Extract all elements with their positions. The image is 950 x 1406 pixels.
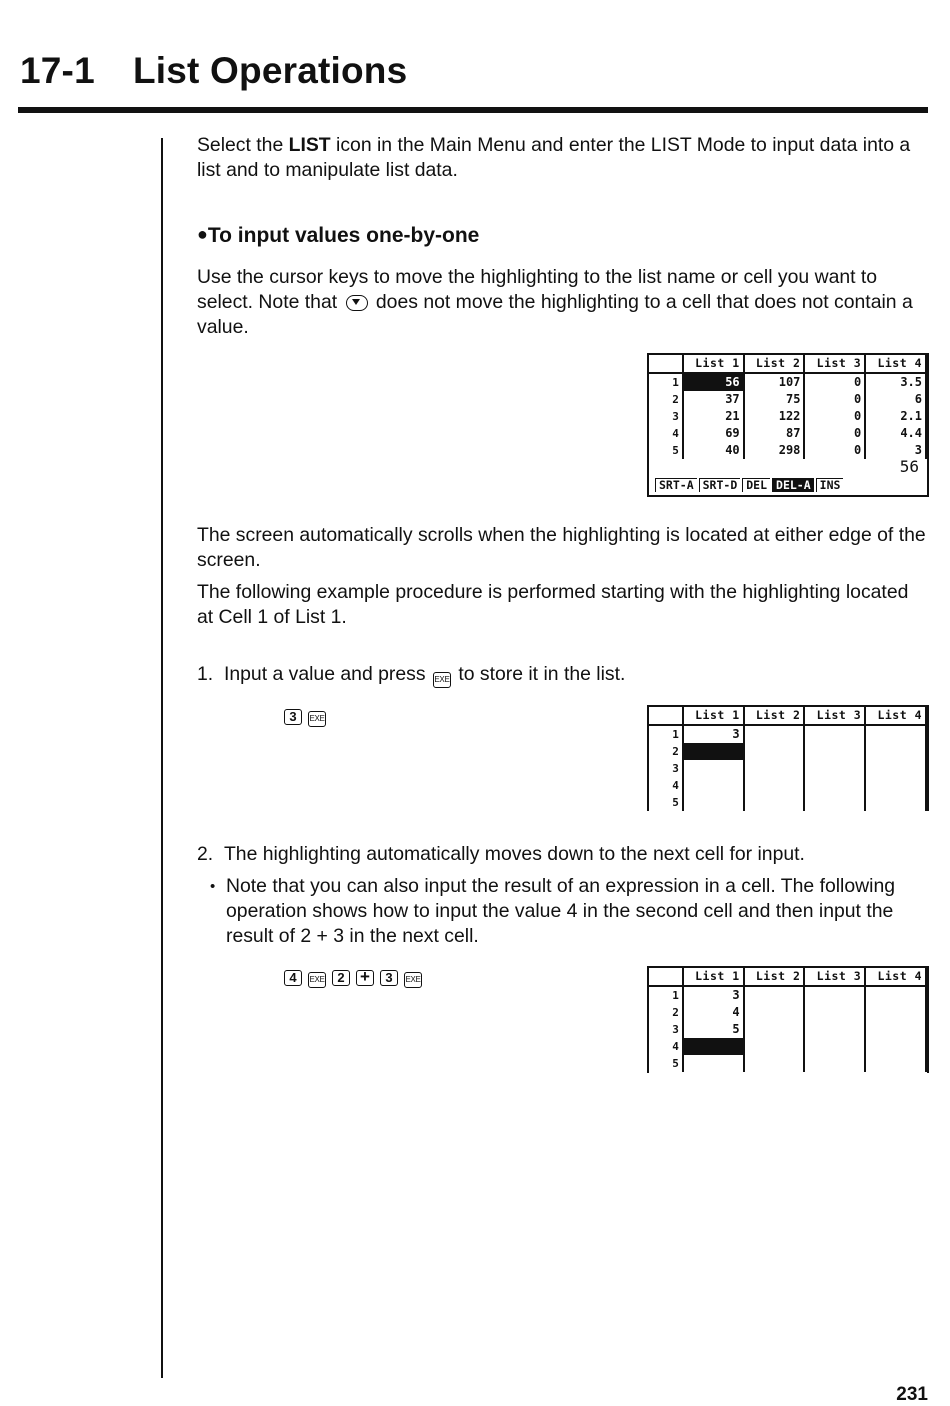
exe-key-icon: EXE	[308, 972, 326, 988]
list-header: List 2	[744, 968, 805, 986]
menu-ins: INS	[816, 478, 844, 492]
key-3-icon: 3	[380, 970, 398, 986]
list-table-1	[649, 355, 927, 459]
table-row: 5	[649, 794, 926, 811]
example-paragraph: The following example procedure is performed starting with the highlighting located at Cell 1 of List 1.	[197, 581, 909, 628]
menu-del-a: DEL-A	[772, 478, 814, 492]
list-header: List 1	[683, 707, 744, 725]
table-row: 5 40 298 0 3	[649, 442, 926, 459]
key-2-icon: 2	[332, 970, 350, 986]
margin-line	[161, 138, 163, 1378]
list-screen-3	[647, 966, 929, 1073]
key-3-icon: 3	[284, 709, 302, 725]
list-screen-1	[647, 353, 929, 497]
list-table-3	[649, 968, 927, 1072]
list-header: List 2	[744, 707, 805, 725]
subheading: ●To input values one-by-one	[197, 224, 480, 247]
section-number: 17-1	[20, 50, 95, 91]
list-header: List 3	[804, 355, 865, 373]
list-header: List 4	[865, 707, 926, 725]
list-header: List 1	[683, 355, 744, 373]
step-1: 1. Input a value and press EXE to store it in the list.	[197, 662, 927, 688]
table-row: 2 37 75 0 6	[649, 391, 926, 408]
exe-key-icon: EXE	[404, 972, 422, 988]
note-bullet: •	[210, 878, 216, 895]
page-number: 231	[896, 1384, 928, 1405]
key-sequence-2	[284, 967, 428, 988]
list-screen-2	[647, 705, 929, 811]
cursor-paragraph: Use the cursor keys to move the highlighting to the list name or cell you want to select. Note that does not move the highlighting to a cell that does not contain a value.	[197, 266, 913, 338]
function-menu	[655, 478, 845, 492]
table-row: 4 69 87 0 4.4	[649, 425, 926, 442]
menu-srt-a: SRT-A	[655, 478, 697, 492]
step-2: 2. The highlighting automatically moves down to the next cell for input.	[197, 843, 805, 865]
table-row: 2 4	[649, 1004, 926, 1021]
list-header: List 3	[804, 707, 865, 725]
table-row: 4	[649, 1038, 926, 1055]
cursor-down-key-icon	[346, 295, 368, 311]
highlighted-cell	[683, 743, 744, 760]
note-paragraph: • Note that you can also input the result of an expression in a cell. The following operation shows how to input the value 4 in the second cell and then input the result of 2 + 3 in the next cell.	[210, 875, 896, 947]
highlighted-cell: 56	[683, 373, 744, 391]
list-header: List 3	[804, 968, 865, 986]
list-header: List 1	[683, 968, 744, 986]
exe-key-icon: EXE	[308, 711, 326, 727]
menu-srt-d: SRT-D	[699, 478, 741, 492]
section-title: List Operations	[133, 50, 408, 91]
list-header: List 4	[865, 968, 926, 986]
key-sequence-1	[284, 706, 332, 727]
exe-key-icon: EXE	[433, 672, 451, 688]
current-value-readout: 56	[899, 457, 919, 476]
intro-paragraph: Select the LIST icon in the Main Menu and enter the LIST Mode to input data into a list and to manipulate list data.	[197, 134, 911, 181]
key-4-icon: 4	[284, 970, 302, 986]
table-row: 3 21 122 0 2.1	[649, 408, 926, 425]
bullet-icon: ●	[197, 224, 208, 244]
list-icon-name: LIST	[288, 134, 331, 156]
table-row: 2	[649, 743, 926, 760]
table-row: 1 56 107 0 3.5	[649, 373, 926, 391]
highlighted-cell	[683, 1038, 744, 1055]
plus-key-icon: +	[356, 970, 374, 986]
list-header: List 4	[865, 355, 926, 373]
list-table-2	[649, 707, 927, 811]
list-header: List 2	[744, 355, 805, 373]
title-rule	[18, 107, 928, 113]
menu-del: DEL	[742, 478, 770, 492]
scroll-paragraph: The screen automatically scrolls when the highlighting is located at either edge of the screen.	[197, 524, 926, 571]
table-row: 3 5	[649, 1021, 926, 1038]
table-row: 5	[649, 1055, 926, 1072]
page-title	[20, 50, 407, 92]
table-row: 3	[649, 760, 926, 777]
table-row: 4	[649, 777, 926, 794]
table-row: 1 3	[649, 986, 926, 1004]
table-row: 1 3	[649, 725, 926, 743]
